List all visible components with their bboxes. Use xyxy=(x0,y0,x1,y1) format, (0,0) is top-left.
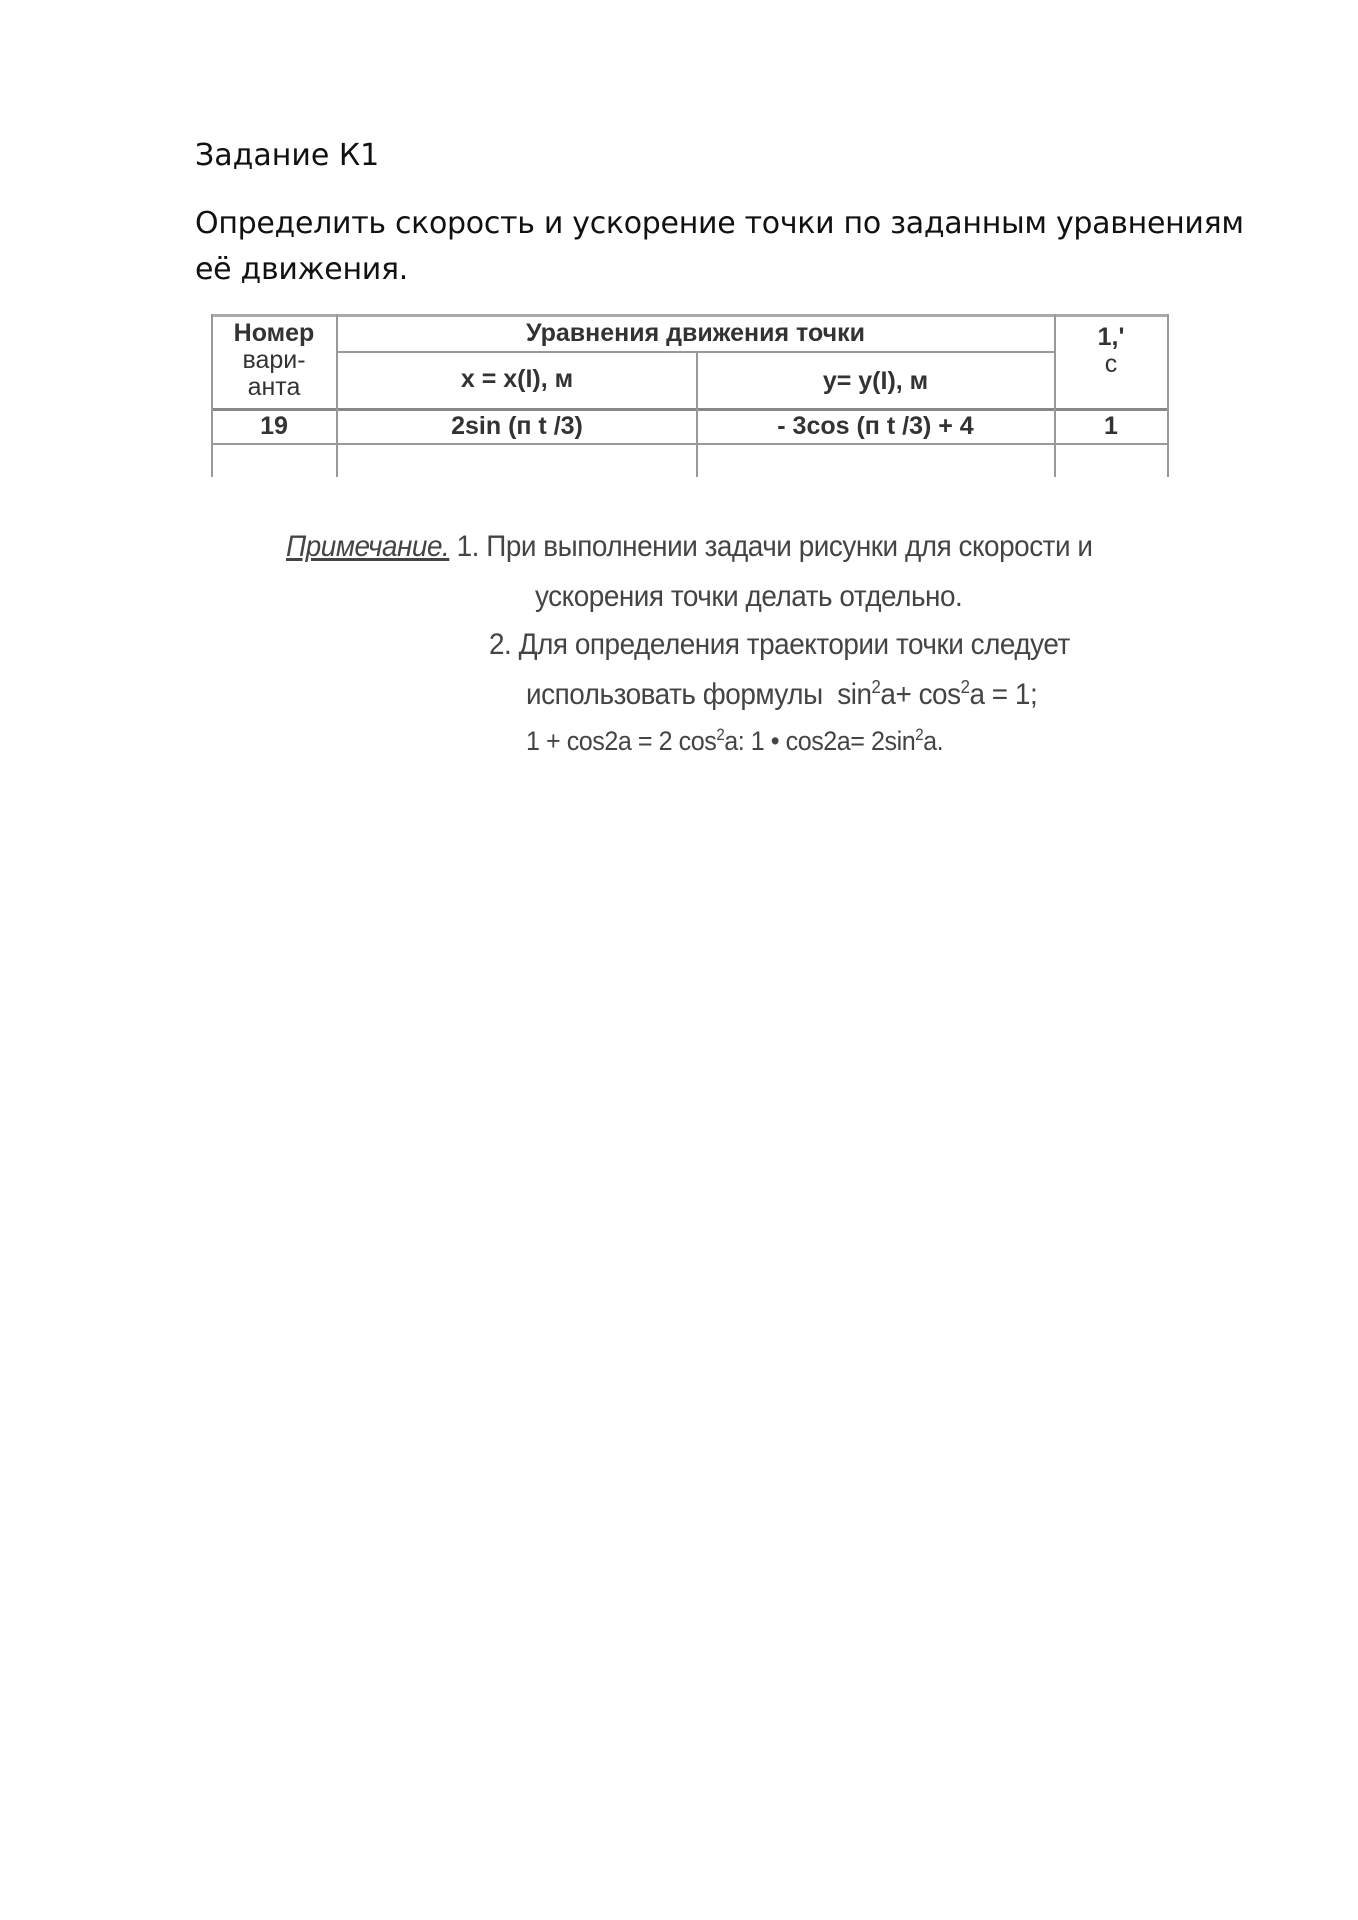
formula-exponent: 2 xyxy=(871,677,881,697)
formula-2 xyxy=(526,726,943,757)
row-y: - 3cos (п t /3) + 4 xyxy=(777,412,974,440)
row-x: 2sin (п t /3) xyxy=(451,412,583,440)
task-text-line1: Определить скорость и ускорение точки по заданным уравнениям xyxy=(195,206,1244,241)
header-y: y= y(I), м xyxy=(822,367,929,395)
formula-exponent: 2 xyxy=(716,726,725,744)
header-time-line: 1,' xyxy=(1097,323,1125,351)
note-item2-number: 2. xyxy=(489,628,512,661)
note-item2-text: Для определения траектории точки следует xyxy=(518,628,1070,661)
formula-part: sin xyxy=(837,678,872,711)
header-variant-line: вари- xyxy=(242,346,306,374)
formula-part: a+ cos xyxy=(880,678,961,711)
note-line3 xyxy=(489,628,1070,662)
task-title: Задание К1 xyxy=(195,138,380,173)
formula-part: a. xyxy=(923,726,944,756)
header-time-line: c xyxy=(1104,350,1118,378)
header-x: x = x(I), м xyxy=(460,365,574,393)
equations-table xyxy=(211,314,1169,477)
note-line4 xyxy=(526,677,1037,712)
note-item1-number: 1. xyxy=(456,530,479,563)
note-item2-line2: использовать формулы xyxy=(526,678,823,711)
formula-part: 1 + cos2a = 2 cos xyxy=(526,726,717,756)
formula-part: a: 1 • cos2a= 2sin xyxy=(724,726,916,756)
header-time xyxy=(1054,324,1168,378)
row-time: 1 xyxy=(1104,412,1118,440)
header-equations: Уравнения движения точки xyxy=(525,319,865,347)
header-variant-line: анта xyxy=(247,373,301,401)
note-item1-text: При выполнении задачи рисунки для скорости и xyxy=(486,530,1093,563)
note-line1 xyxy=(286,530,1093,564)
note-item1-line2: ускорения точки делать отдельно. xyxy=(535,580,963,613)
formula-1 xyxy=(837,678,1037,711)
formula-part: a = 1; xyxy=(969,678,1038,711)
header-variant xyxy=(211,320,337,401)
note-label: Примечание. xyxy=(286,530,450,563)
formula-exponent: 2 xyxy=(960,677,970,697)
formula-exponent: 2 xyxy=(915,726,924,744)
row-variant: 19 xyxy=(260,412,288,440)
header-variant-line: Номер xyxy=(233,319,315,347)
task-text-line2: её движения. xyxy=(195,252,408,287)
